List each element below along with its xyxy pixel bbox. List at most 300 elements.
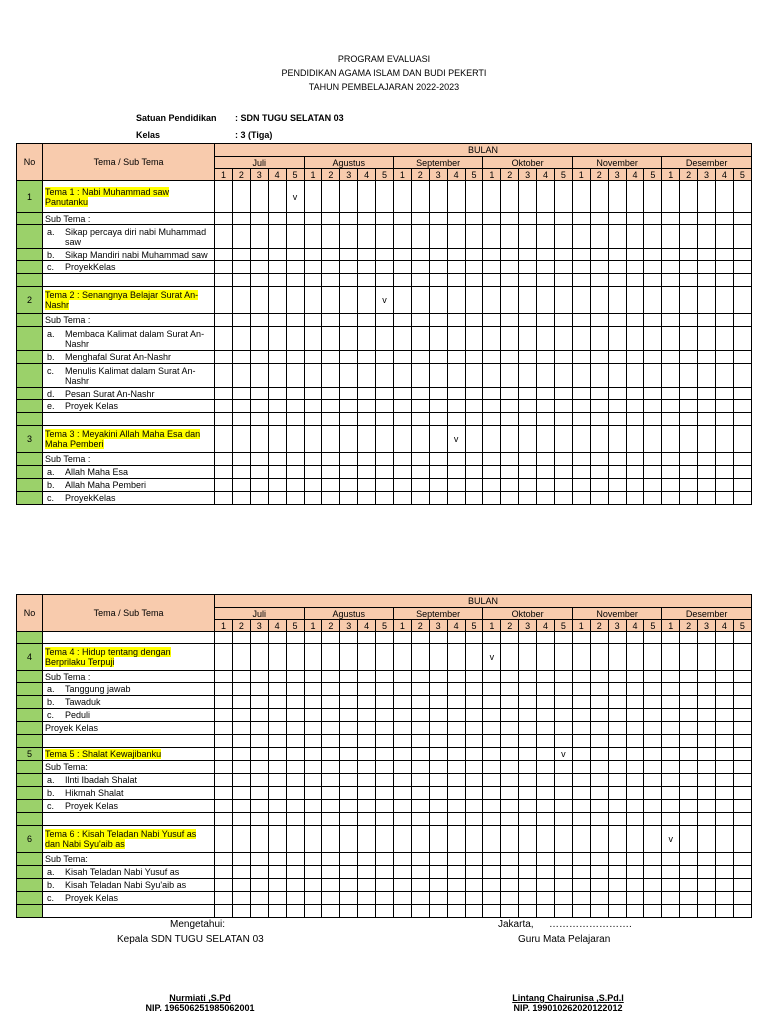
week-cell (322, 479, 340, 492)
week-cell (304, 466, 322, 479)
week-cell (286, 722, 304, 735)
doc-title: PROGRAM EVALUASI (337, 54, 431, 64)
week-cell (447, 492, 465, 505)
week-cell (393, 683, 411, 696)
week-cell (376, 683, 394, 696)
week-cell (662, 426, 680, 453)
item-text: Menghafal Surat An-Nashr (65, 352, 172, 362)
week-header: 1 (483, 169, 501, 181)
row-number (17, 400, 43, 413)
week-cell (501, 735, 519, 748)
week-cell (519, 261, 537, 274)
week-cell (680, 327, 698, 351)
tema-cell (43, 400, 215, 413)
week-header: 1 (483, 620, 501, 632)
week-cell (358, 722, 376, 735)
week-cell (286, 426, 304, 453)
date-placeholder: ……………………. (549, 919, 632, 930)
week-cell (608, 213, 626, 225)
row-number (17, 413, 43, 426)
guru-label: Guru Mata Pelajaran (518, 934, 611, 945)
week-cell (429, 261, 447, 274)
week-cell (537, 683, 555, 696)
week-cell (358, 181, 376, 213)
item-letter: a. (47, 328, 55, 339)
week-cell (715, 413, 733, 426)
week-cell (232, 181, 250, 213)
tema-cell (43, 735, 215, 748)
week-cell (358, 696, 376, 709)
week-cell (715, 826, 733, 853)
week-cell (268, 853, 286, 866)
week-cell (501, 413, 519, 426)
week-cell (733, 735, 751, 748)
week-cell (250, 632, 268, 644)
week-cell (322, 388, 340, 400)
week-cell (250, 853, 268, 866)
week-cell (733, 683, 751, 696)
week-cell (322, 413, 340, 426)
week-cell (644, 287, 662, 314)
week-cell (537, 892, 555, 905)
week-cell (537, 761, 555, 774)
week-cell (322, 774, 340, 787)
week-cell (698, 709, 716, 722)
week-cell (465, 479, 483, 492)
row-number: 4 (17, 644, 43, 671)
week-cell (554, 249, 572, 261)
week-cell (537, 853, 555, 866)
week-cell (572, 879, 590, 892)
week-cell (537, 287, 555, 314)
week-cell (519, 388, 537, 400)
week-cell (662, 213, 680, 225)
table-row (17, 287, 752, 314)
week-cell (501, 492, 519, 505)
week-cell (608, 400, 626, 413)
week-cell (447, 225, 465, 249)
week-cell (715, 709, 733, 722)
week-cell (501, 351, 519, 364)
week-cell (483, 761, 501, 774)
week-cell (447, 879, 465, 892)
week-cell (429, 274, 447, 287)
week-cell (644, 683, 662, 696)
month-header: September (393, 608, 482, 620)
week-cell (572, 632, 590, 644)
week-cell (358, 426, 376, 453)
week-cell (537, 261, 555, 274)
week-cell (483, 413, 501, 426)
week-cell (376, 213, 394, 225)
tema-cell (43, 261, 215, 274)
week-cell (447, 671, 465, 683)
week-cell (358, 761, 376, 774)
week-cell (501, 287, 519, 314)
item-letter: c. (47, 710, 55, 720)
week-cell (590, 644, 608, 671)
week-cell (376, 364, 394, 388)
week-cell (358, 261, 376, 274)
week-cell (698, 632, 716, 644)
week-cell (662, 479, 680, 492)
week-cell (304, 866, 322, 879)
week-cell (411, 400, 429, 413)
table-row (17, 413, 752, 426)
week-cell (340, 213, 358, 225)
week-cell (447, 261, 465, 274)
week-cell (554, 213, 572, 225)
week-cell (519, 879, 537, 892)
week-cell (340, 181, 358, 213)
theme-title: Tema 4 : Hidup tentang dengan Berprilaku Terpuji (45, 647, 171, 667)
week-cell (501, 774, 519, 787)
row-number (17, 249, 43, 261)
week-cell (680, 892, 698, 905)
week-cell (644, 479, 662, 492)
theme-title: Tema 2 : Senangnya Belajar Surat An-Nashr (45, 290, 199, 310)
week-cell (554, 632, 572, 644)
week-cell (286, 787, 304, 800)
week-cell (322, 905, 340, 918)
week-cell (662, 314, 680, 327)
week-cell (268, 213, 286, 225)
week-cell (554, 761, 572, 774)
schedule-mark: v (483, 644, 501, 671)
item-text-wrap (65, 366, 212, 386)
week-cell (715, 225, 733, 249)
week-cell (286, 905, 304, 918)
week-cell (232, 400, 250, 413)
week-cell (232, 722, 250, 735)
week-cell (376, 800, 394, 813)
item-text: Proyek Kelas (65, 401, 119, 411)
week-cell (429, 853, 447, 866)
tema-cell (43, 351, 215, 364)
week-cell (250, 813, 268, 826)
week-cell (680, 879, 698, 892)
week-cell (215, 364, 233, 388)
week-cell (304, 274, 322, 287)
week-cell (501, 261, 519, 274)
week-cell (465, 905, 483, 918)
week-cell (286, 671, 304, 683)
week-cell (304, 813, 322, 826)
week-cell (429, 671, 447, 683)
week-cell (698, 492, 716, 505)
week-cell (393, 453, 411, 466)
item-letter: b. (47, 352, 55, 362)
row-number (17, 479, 43, 492)
week-cell (698, 644, 716, 671)
table-row (17, 351, 752, 364)
week-cell (590, 683, 608, 696)
week-cell (554, 453, 572, 466)
row-number: 6 (17, 826, 43, 853)
week-cell (698, 181, 716, 213)
week-cell (250, 479, 268, 492)
week-cell (465, 388, 483, 400)
week-cell (698, 853, 716, 866)
week-cell (358, 327, 376, 351)
week-cell (250, 327, 268, 351)
week-cell (698, 413, 716, 426)
week-cell (358, 866, 376, 879)
week-cell (250, 225, 268, 249)
week-cell (393, 287, 411, 314)
week-cell (358, 314, 376, 327)
week-cell (715, 213, 733, 225)
tema-cell (43, 696, 215, 709)
week-cell (411, 683, 429, 696)
table-row (17, 735, 752, 748)
week-cell (537, 748, 555, 761)
week-cell (411, 696, 429, 709)
table-row (17, 314, 752, 327)
week-cell (590, 892, 608, 905)
week-cell (590, 364, 608, 388)
week-cell (572, 314, 590, 327)
week-cell (590, 905, 608, 918)
week-cell (304, 853, 322, 866)
week-cell (232, 274, 250, 287)
week-cell (715, 181, 733, 213)
week-header: 1 (572, 620, 590, 632)
tema-cell (43, 466, 215, 479)
week-cell (572, 826, 590, 853)
week-cell (662, 696, 680, 709)
week-cell (358, 413, 376, 426)
week-cell (322, 351, 340, 364)
week-cell (626, 709, 644, 722)
week-cell (393, 388, 411, 400)
item-text-wrap (65, 227, 212, 247)
week-cell (483, 683, 501, 696)
week-cell (715, 632, 733, 644)
tema-cell (43, 879, 215, 892)
week-cell (268, 892, 286, 905)
week-cell (626, 683, 644, 696)
week-header: 2 (590, 169, 608, 181)
week-cell (447, 722, 465, 735)
week-cell (590, 735, 608, 748)
item-letter: b. (47, 480, 55, 490)
week-cell (572, 466, 590, 479)
week-cell (590, 748, 608, 761)
col-no-header: No (17, 144, 43, 181)
week-header: 1 (304, 169, 322, 181)
week-cell (322, 466, 340, 479)
row-number (17, 800, 43, 813)
week-cell (376, 274, 394, 287)
week-cell (215, 632, 233, 644)
week-cell (501, 388, 519, 400)
item-text-wrap (65, 710, 212, 720)
week-header: 5 (376, 620, 394, 632)
week-cell (554, 479, 572, 492)
row-number (17, 905, 43, 918)
week-cell (590, 800, 608, 813)
week-cell (393, 853, 411, 866)
week-cell (483, 364, 501, 388)
week-cell (358, 225, 376, 249)
week-cell (680, 388, 698, 400)
week-cell (232, 249, 250, 261)
week-cell (376, 400, 394, 413)
headmaster-signature (100, 993, 300, 1013)
week-cell (465, 314, 483, 327)
row-number (17, 671, 43, 683)
headmaster-name: Nurmiati ,S.Pd (169, 993, 231, 1003)
tema-cell (43, 632, 215, 644)
week-cell (250, 800, 268, 813)
week-cell (250, 287, 268, 314)
week-cell (644, 813, 662, 826)
week-cell (429, 225, 447, 249)
week-cell (554, 826, 572, 853)
week-cell (680, 709, 698, 722)
week-header: 1 (215, 620, 233, 632)
week-cell (662, 644, 680, 671)
week-cell (358, 671, 376, 683)
week-cell (358, 644, 376, 671)
week-cell (340, 453, 358, 466)
week-cell (698, 892, 716, 905)
week-cell (376, 249, 394, 261)
week-cell (340, 413, 358, 426)
week-cell (215, 748, 233, 761)
week-cell (215, 866, 233, 879)
week-cell (411, 813, 429, 826)
week-cell (662, 287, 680, 314)
week-cell (715, 813, 733, 826)
week-cell (250, 866, 268, 879)
week-cell (626, 466, 644, 479)
week-cell (501, 249, 519, 261)
week-cell (644, 400, 662, 413)
table-row (17, 800, 752, 813)
week-header: 2 (232, 169, 250, 181)
month-header: Juli (215, 157, 304, 169)
week-cell (715, 892, 733, 905)
week-cell (215, 800, 233, 813)
week-cell (698, 225, 716, 249)
week-cell (680, 413, 698, 426)
item-text: Tanggung jawab (65, 684, 131, 694)
week-cell (733, 813, 751, 826)
week-cell (608, 225, 626, 249)
satuan-value: : SDN TUGU SELATAN 03 (235, 113, 344, 123)
week-cell (608, 413, 626, 426)
tema-cell (43, 413, 215, 426)
week-header: 3 (698, 620, 716, 632)
week-cell (680, 671, 698, 683)
week-cell (537, 426, 555, 453)
item-text-wrap (65, 684, 212, 694)
week-cell (483, 748, 501, 761)
schedule-mark: v (286, 181, 304, 213)
week-cell (393, 696, 411, 709)
week-cell (519, 453, 537, 466)
week-cell (626, 249, 644, 261)
week-cell (393, 748, 411, 761)
week-cell (554, 671, 572, 683)
week-cell (733, 826, 751, 853)
week-cell (358, 351, 376, 364)
tema-cell (43, 388, 215, 400)
week-header: 2 (411, 620, 429, 632)
week-cell (376, 632, 394, 644)
week-cell (447, 787, 465, 800)
week-cell (644, 696, 662, 709)
week-cell (393, 761, 411, 774)
week-cell (590, 813, 608, 826)
week-header: 4 (715, 169, 733, 181)
week-cell (572, 351, 590, 364)
week-cell (376, 748, 394, 761)
week-cell (519, 466, 537, 479)
week-cell (715, 479, 733, 492)
week-cell (447, 853, 465, 866)
week-cell (680, 287, 698, 314)
week-cell (447, 709, 465, 722)
kelas-value: : 3 (Tiga) (235, 130, 273, 140)
week-cell (322, 866, 340, 879)
week-cell (215, 644, 233, 671)
week-cell (698, 748, 716, 761)
week-cell (340, 826, 358, 853)
week-cell (215, 351, 233, 364)
week-header: 4 (268, 169, 286, 181)
week-cell (572, 413, 590, 426)
week-cell (733, 181, 751, 213)
week-cell (465, 866, 483, 879)
week-cell (322, 892, 340, 905)
week-cell (447, 364, 465, 388)
item-text-wrap (65, 788, 212, 798)
week-cell (286, 261, 304, 274)
week-header: 3 (250, 169, 268, 181)
week-cell (268, 181, 286, 213)
week-cell (590, 249, 608, 261)
subtheme-item (45, 710, 212, 720)
week-cell (608, 761, 626, 774)
week-cell (340, 388, 358, 400)
week-cell (268, 735, 286, 748)
week-cell (698, 479, 716, 492)
week-cell (304, 453, 322, 466)
week-cell (411, 644, 429, 671)
week-cell (662, 892, 680, 905)
table-row (17, 709, 752, 722)
week-cell (537, 905, 555, 918)
week-cell (268, 787, 286, 800)
week-cell (626, 787, 644, 800)
week-cell (680, 722, 698, 735)
tema-cell (43, 479, 215, 492)
week-cell (680, 853, 698, 866)
week-cell (733, 466, 751, 479)
week-cell (465, 800, 483, 813)
row-number (17, 853, 43, 866)
item-letter: b. (47, 880, 55, 890)
week-cell (322, 787, 340, 800)
week-cell (429, 213, 447, 225)
week-cell (268, 225, 286, 249)
week-cell (322, 426, 340, 453)
week-cell (519, 479, 537, 492)
week-cell (376, 787, 394, 800)
